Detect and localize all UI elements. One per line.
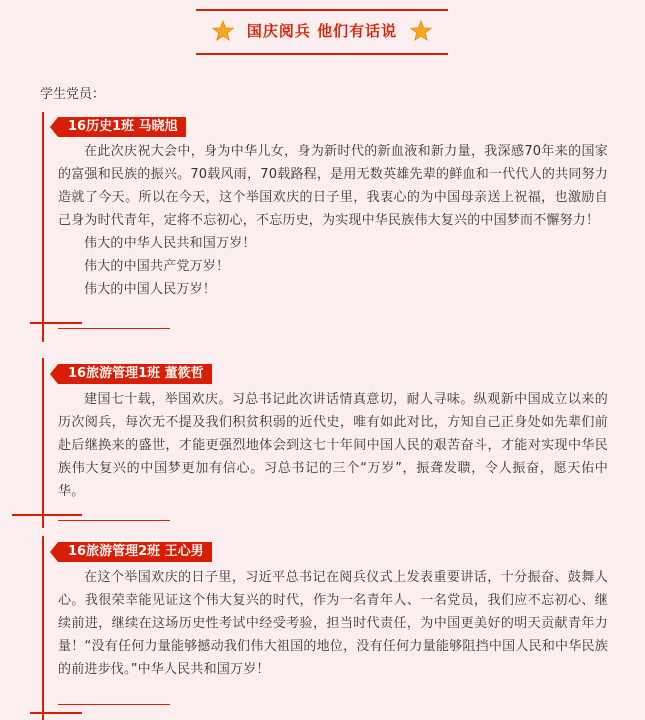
header-top-rule	[196, 9, 448, 11]
frame-vertical-line	[42, 536, 44, 720]
comment-paragraph: 伟大的中国共产党万岁！	[84, 259, 230, 274]
comment-paragraph: 建国七十载，举国欢庆。习总书记此次讲话情真意切，耐人寻味。纵观新中国成立以来的历次阅兵，每次无不提及我们积贫积弱的近代史，唯有如此对比，方知自己正身处如先辈们前赴后继换来的盛世，才能更强烈地体会到这七十年间中国人民的艰苦奋斗，才能对实现中华民族伟大复兴的中国梦更加有信心。习总书记的三个“万岁”，振聋发聩，令人振奋，愿天佑中华。	[58, 392, 608, 499]
comment-paragraph: 在这个举国欢庆的日子里，习近平总书记在阅兵仪式上发表重要讲话，十分振奋、鼓舞人心。我很荣幸能见证这个伟大复兴的时代，作为一名青年人、一名党员，我们应不忘初心、继续前进，继续在这场历史性考试中经受考验，担当时代责任，为中国更美好的明天贡献青年力量！“没有任何力量能够撼动我们伟大祖国的地位，没有任何力量能够阻挡中国人民和中华民族的前进步伐。”中华人民共和国万岁！	[58, 570, 608, 677]
header-title: 国庆阅兵 他们有话说	[246, 22, 398, 40]
comment-paragraph: 伟大的中华人民共和国万岁！	[84, 236, 256, 251]
frame-horizontal-line	[30, 322, 82, 324]
frame-horizontal-line	[58, 520, 170, 521]
student-name-tag: 16旅游管理1班 董筱哲	[58, 364, 212, 384]
header	[196, 9, 448, 55]
frame-horizontal-line	[12, 514, 82, 516]
comment-paragraph: 在此次庆祝大会中，身为中华儿女，身为新时代的新血液和新力量，我深感70年来的国家的富强和民族的振兴。70载风雨，70载路程，是用无数英雄先辈的鲜血和一代代人的共同努力造就了今天。所以在今天，这个举国欢庆的日子里，我衷心的为中国母亲送上祝福，也激励自己身为时代青年，定将不忘初心，不忘历史，为实现中华民族伟大复兴的中国梦而不懈努力！	[58, 144, 608, 228]
frame-horizontal-line	[58, 328, 170, 329]
frame-horizontal-line	[58, 704, 170, 705]
comment-section	[0, 358, 645, 528]
student-name-tag: 16旅游管理2班 王心男	[58, 542, 212, 562]
comment-text	[58, 566, 608, 681]
header-bottom-rule	[196, 53, 448, 55]
comment-text	[58, 388, 608, 503]
frame-vertical-line	[42, 112, 44, 342]
student-name-tag: 16历史1班 马晓旭	[58, 117, 186, 137]
intro-label: 学生党员：	[40, 87, 106, 102]
comment-paragraph: 伟大的中国人民万岁！	[84, 282, 217, 297]
comment-section	[0, 536, 645, 720]
star-icon	[410, 20, 432, 42]
comment-text	[58, 140, 608, 301]
frame-vertical-line	[42, 358, 44, 528]
comment-section	[0, 112, 645, 342]
frame-horizontal-line	[30, 712, 82, 714]
